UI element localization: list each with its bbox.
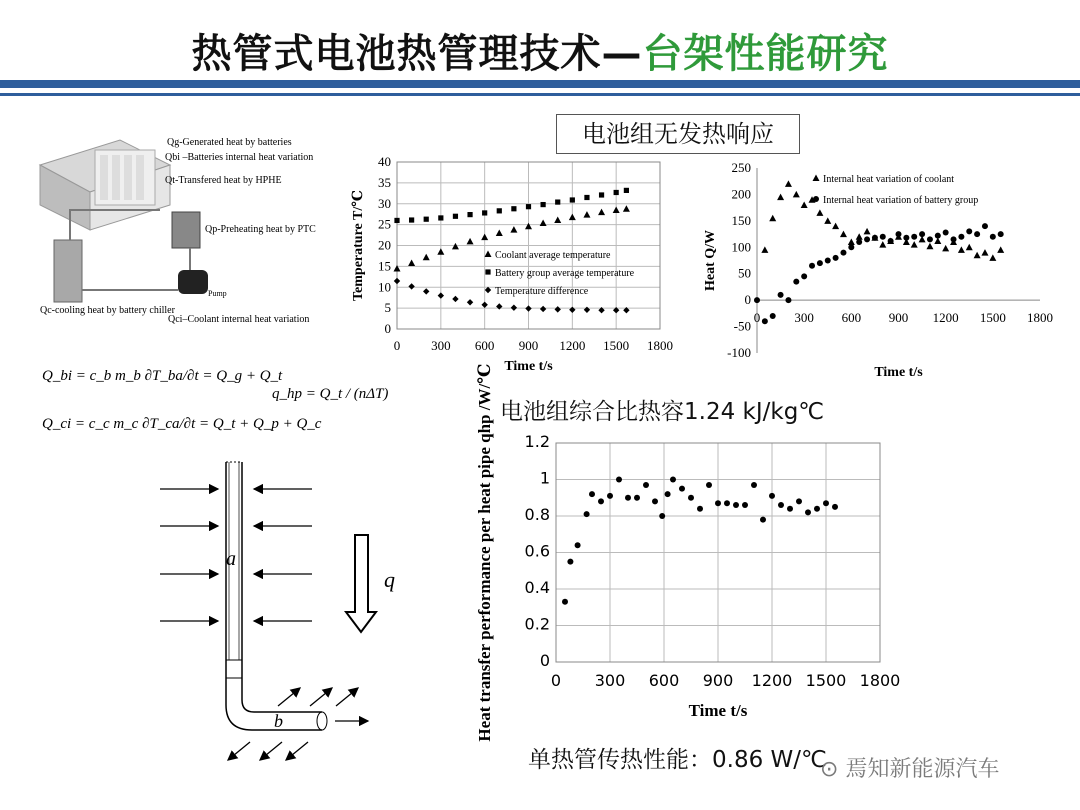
- x-tick-label: 300: [431, 338, 451, 353]
- legend-label: Coolant average temperature: [495, 250, 611, 261]
- x-tick-label: 1500: [979, 310, 1006, 326]
- data-point: [825, 258, 831, 264]
- x-tick-label: 1200: [932, 310, 959, 326]
- data-point: [966, 228, 972, 234]
- data-point: [943, 229, 949, 235]
- x-axis-label: Time t/s: [504, 359, 553, 374]
- schematic-label-qbi: Qbi –Batteries internal heat variation: [165, 152, 314, 163]
- pipe-label-b: b: [274, 711, 283, 731]
- data-point: [801, 273, 807, 279]
- x-tick-label: 0: [550, 671, 562, 690]
- data-point: [927, 236, 933, 242]
- data-point: [423, 254, 430, 261]
- data-point: [997, 246, 1004, 253]
- data-point: [599, 192, 604, 197]
- title-sub: 台架性能研究: [642, 31, 889, 77]
- data-point: [510, 226, 517, 233]
- data-point: [570, 197, 575, 202]
- data-point: [989, 254, 996, 261]
- ptc-heater: [172, 212, 200, 248]
- data-point: [541, 202, 546, 207]
- data-point: [497, 208, 502, 213]
- data-point: [777, 194, 784, 201]
- data-point: [778, 502, 784, 508]
- data-point: [584, 195, 589, 200]
- y-axis-label: Temperature T/℃: [351, 189, 366, 302]
- y-tick-label: 0: [539, 651, 550, 670]
- battery-chiller: [54, 240, 82, 302]
- data-point: [966, 244, 973, 251]
- data-point: [409, 217, 414, 222]
- data-point: [824, 217, 831, 224]
- data-point: [814, 506, 820, 512]
- equation-qhp: q_hp = Q_t / (nΔT): [272, 386, 389, 402]
- watermark: ⊙ 焉知新能源汽车: [820, 757, 1000, 782]
- legend-label: Internal heat variation of battery group: [823, 195, 979, 206]
- data-point: [613, 207, 620, 214]
- data-point: [769, 215, 776, 222]
- data-point: [584, 511, 590, 517]
- data-point: [688, 495, 694, 501]
- data-point: [423, 288, 429, 294]
- y-tick-label: 1.2: [524, 432, 550, 451]
- legend-label: Temperature difference: [495, 286, 589, 297]
- data-point: [998, 231, 1004, 237]
- y-axis-label: Heat Q/W: [703, 229, 718, 292]
- data-point: [848, 244, 854, 250]
- data-point: [554, 217, 561, 224]
- data-point: [437, 248, 444, 255]
- data-point: [769, 493, 775, 499]
- x-tick-label: 0: [753, 310, 761, 326]
- data-point: [864, 228, 871, 235]
- data-point: [742, 502, 748, 508]
- chart-heat-pipe-performance: [475, 363, 900, 741]
- x-tick-label: 600: [648, 671, 680, 690]
- data-point: [598, 209, 605, 216]
- data-point: [833, 255, 839, 261]
- chart-temperature: [351, 154, 673, 374]
- data-point: [805, 509, 811, 515]
- data-point: [569, 307, 575, 313]
- chart-heat-variation: [703, 160, 1053, 380]
- legend-marker: [485, 287, 491, 293]
- y-tick-label: 0.4: [524, 578, 550, 597]
- x-tick-label: 1500: [805, 671, 847, 690]
- data-point: [643, 482, 649, 488]
- data-point: [760, 517, 766, 523]
- data-point: [785, 297, 791, 303]
- data-point: [697, 506, 703, 512]
- data-point: [770, 313, 776, 319]
- data-point: [614, 190, 619, 195]
- y-tick-label: 0: [744, 292, 751, 308]
- data-point: [670, 477, 676, 483]
- data-point: [751, 482, 757, 488]
- data-point: [856, 239, 862, 245]
- data-point: [832, 504, 838, 510]
- data-point: [856, 233, 863, 240]
- y-tick-label: 20: [378, 237, 391, 253]
- data-point: [659, 513, 665, 519]
- title-separator: —: [601, 31, 643, 77]
- y-tick-label: 50: [738, 265, 751, 281]
- data-point: [840, 231, 847, 238]
- y-tick-label: 25: [378, 216, 391, 232]
- data-point: [408, 283, 414, 289]
- data-point: [715, 500, 721, 506]
- x-tick-label: 900: [518, 338, 539, 353]
- data-point: [525, 305, 531, 311]
- y-tick-label: 15: [378, 258, 391, 274]
- data-point: [832, 223, 839, 230]
- heat-pipe-diagram: [160, 462, 395, 760]
- x-tick-label: 1200: [751, 671, 793, 690]
- data-point: [778, 292, 784, 298]
- data-point: [555, 199, 560, 204]
- data-point: [438, 215, 443, 220]
- data-point: [562, 599, 568, 605]
- data-point: [926, 243, 933, 250]
- data-point: [761, 246, 768, 253]
- data-point: [974, 252, 981, 259]
- data-point: [408, 260, 415, 267]
- data-point: [467, 299, 473, 305]
- data-point: [481, 302, 487, 308]
- x-tick-label: 1800: [647, 338, 673, 353]
- data-point: [823, 500, 829, 506]
- y-tick-label: -100: [727, 345, 751, 360]
- data-point: [911, 241, 918, 248]
- y-tick-label: 0.8: [524, 505, 550, 524]
- data-point: [634, 495, 640, 501]
- x-tick-label: 300: [594, 671, 626, 690]
- x-tick-label: 600: [841, 310, 862, 326]
- x-tick-label: 300: [794, 310, 814, 326]
- x-tick-label: 1800: [1027, 310, 1053, 326]
- data-point: [540, 219, 547, 226]
- x-tick-label: 1800: [859, 671, 901, 690]
- data-point: [438, 292, 444, 298]
- data-point: [496, 229, 503, 236]
- caption-specific-heat: 电池组综合比热容1.24 kJ/kg℃: [500, 399, 825, 425]
- data-point: [796, 498, 802, 504]
- schematic-label-qg: Qg-Generated heat by batteries: [167, 137, 292, 148]
- x-tick-label: 600: [474, 338, 495, 353]
- schematic-label-qt: Qt-Transfered heat by HPHE: [165, 175, 282, 186]
- data-point: [942, 245, 949, 252]
- x-tick-label: 900: [888, 310, 909, 326]
- data-point: [481, 234, 488, 241]
- data-point: [809, 263, 815, 269]
- y-tick-label: 150: [731, 212, 751, 228]
- schematic-label-qc: Qc-cooling heat by battery chiller: [40, 305, 175, 316]
- data-point: [665, 491, 671, 497]
- x-tick-label: 900: [702, 671, 734, 690]
- data-point: [496, 303, 502, 309]
- battery-system-schematic: [40, 137, 316, 325]
- data-point: [911, 234, 917, 240]
- y-tick-label: 0: [384, 321, 391, 336]
- data-point: [525, 223, 532, 230]
- data-point: [452, 243, 459, 250]
- x-axis-label: Time t/s: [874, 365, 923, 380]
- data-point: [864, 236, 870, 242]
- data-point: [919, 231, 925, 237]
- data-point: [981, 249, 988, 256]
- y-tick-label: 0.6: [524, 541, 550, 561]
- x-tick-label: 1500: [603, 338, 630, 353]
- data-point: [974, 231, 980, 237]
- data-point: [624, 188, 629, 193]
- caption-hp-performance: 单热管传热性能：0.86 W/℃: [528, 747, 827, 773]
- data-point: [879, 241, 886, 248]
- x-tick-label: 0: [393, 338, 401, 353]
- data-point: [453, 214, 458, 219]
- data-point: [958, 234, 964, 240]
- data-point: [990, 234, 996, 240]
- y-tick-label: 30: [378, 195, 391, 211]
- data-point: [482, 210, 487, 215]
- data-point: [762, 318, 768, 324]
- data-point: [958, 246, 965, 253]
- data-point: [452, 296, 458, 302]
- y-axis-label: Heat transfer performance per heat pipe qhp /W/℃: [475, 363, 494, 742]
- data-point: [816, 209, 823, 216]
- data-point: [584, 307, 590, 313]
- data-point: [625, 495, 631, 501]
- y-tick-label: 5: [384, 300, 391, 316]
- equation-qci: Q_ci = c_c m_c ∂T_ca/∂t = Q_t + Q_p + Q_c: [42, 416, 322, 432]
- battery-pack-illustration: [40, 140, 170, 230]
- data-point: [848, 239, 855, 246]
- data-point: [872, 235, 878, 241]
- legend-marker: [485, 269, 490, 274]
- data-point: [840, 250, 846, 256]
- legend-label: Internal heat variation of coolant: [823, 174, 955, 185]
- schematic-label-pump: Pump: [208, 289, 227, 298]
- caption-no-heat-response: 电池组无发热响应: [556, 114, 800, 154]
- data-point: [616, 477, 622, 483]
- pipe-label-a: a: [226, 548, 236, 570]
- data-point: [555, 306, 561, 312]
- data-point: [935, 233, 941, 239]
- x-tick-label: 1200: [559, 338, 586, 353]
- data-point: [511, 206, 516, 211]
- y-tick-label: -50: [733, 318, 751, 334]
- data-point: [903, 235, 909, 241]
- equation-qbi: Q_bi = c_b m_b ∂T_ba/∂t = Q_g + Q_t: [42, 368, 283, 384]
- data-point: [706, 482, 712, 488]
- data-point: [583, 211, 590, 218]
- legend-label: Battery group average temperature: [495, 268, 635, 279]
- y-tick-label: 200: [731, 186, 751, 202]
- pipe-label-q: q: [384, 567, 395, 592]
- data-point: [607, 493, 613, 499]
- schematic-label-qp: Qp-Preheating heat by PTC: [205, 224, 316, 235]
- data-point: [424, 217, 429, 222]
- data-point: [526, 204, 531, 209]
- watermark-text: 焉知新能源汽车: [845, 757, 1000, 782]
- heat-flux-arrow: [346, 535, 376, 632]
- y-tick-label: 100: [731, 239, 751, 255]
- data-point: [540, 306, 546, 312]
- legend-marker: [485, 251, 492, 258]
- data-point: [589, 491, 595, 497]
- data-point: [623, 205, 630, 212]
- pump: [178, 270, 208, 294]
- data-point: [724, 500, 730, 506]
- data-point: [951, 236, 957, 242]
- data-point: [467, 238, 474, 245]
- legend-marker: [813, 175, 820, 182]
- data-point: [793, 279, 799, 285]
- y-tick-label: 0.2: [524, 614, 550, 634]
- data-point: [394, 218, 399, 223]
- legend-marker: [813, 196, 819, 202]
- y-tick-label: 40: [378, 154, 391, 169]
- data-point: [598, 498, 604, 504]
- data-point: [817, 260, 823, 266]
- data-point: [793, 191, 800, 198]
- equations: [42, 368, 388, 432]
- data-point: [679, 486, 685, 492]
- data-point: [982, 223, 988, 229]
- data-point: [569, 214, 576, 221]
- data-point: [511, 305, 517, 311]
- data-point: [754, 297, 760, 303]
- data-point: [787, 506, 793, 512]
- y-tick-label: 1: [539, 468, 550, 488]
- data-point: [575, 542, 581, 548]
- data-point: [394, 278, 400, 284]
- y-tick-label: 250: [731, 160, 751, 175]
- data-point: [467, 212, 472, 217]
- data-point: [888, 238, 894, 244]
- x-axis-label: Time t/s: [688, 701, 748, 720]
- data-point: [567, 559, 573, 565]
- schematic-label-qci: Qci–Coolant internal heat variation: [168, 314, 310, 325]
- y-tick-label: 35: [378, 174, 391, 190]
- data-point: [733, 502, 739, 508]
- data-point: [896, 231, 902, 237]
- y-tick-label: 10: [378, 279, 391, 295]
- data-point: [801, 202, 808, 209]
- title-main: 热管式电池热管理技术: [191, 31, 602, 77]
- data-point: [785, 180, 792, 187]
- data-point: [652, 498, 658, 504]
- data-point: [880, 234, 886, 240]
